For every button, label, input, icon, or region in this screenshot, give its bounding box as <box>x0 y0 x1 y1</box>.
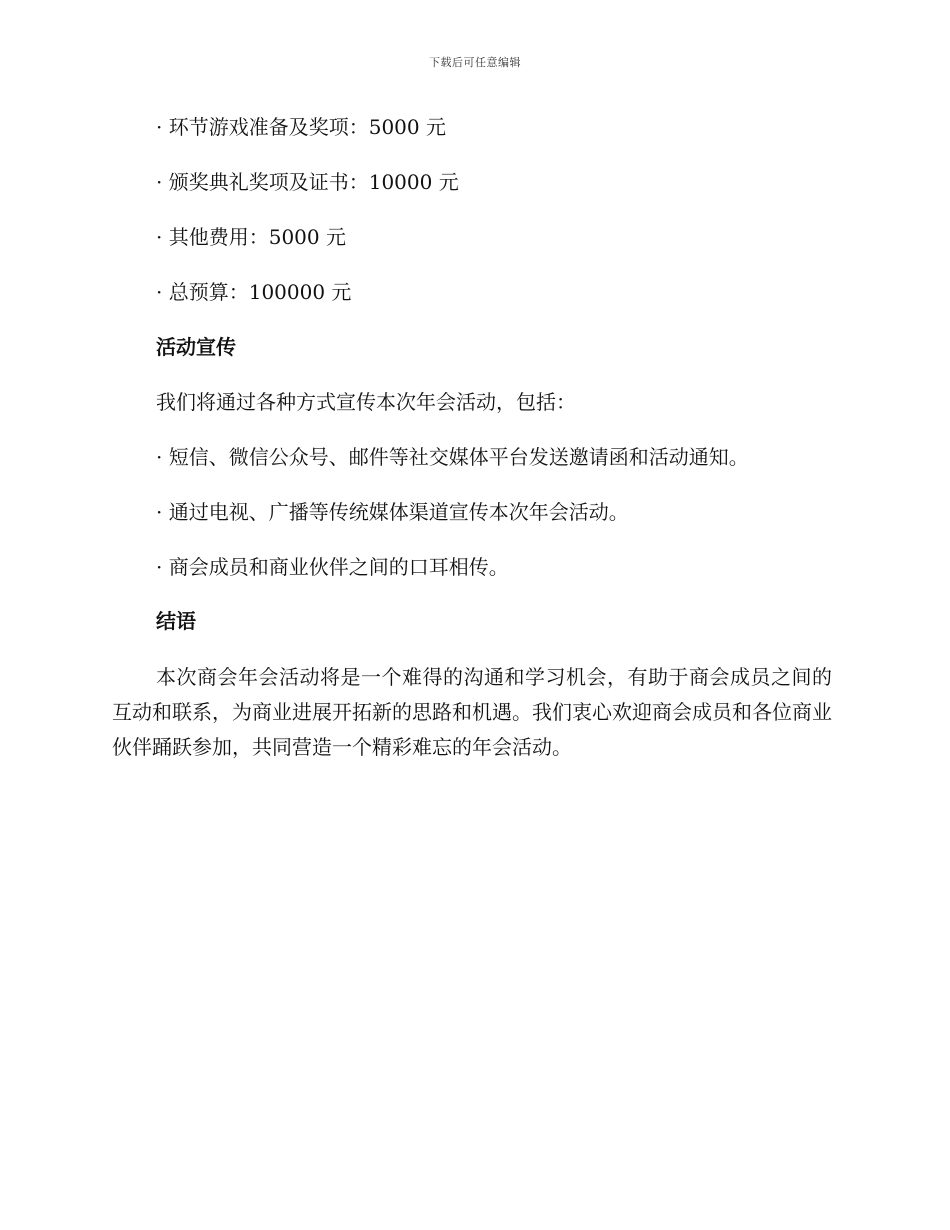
promotion-heading: 活动宣传 <box>156 335 236 359</box>
promotion-item-social: · 短信、微信公众号、邮件等社交媒体平台发送邀请函和活动通知。 <box>156 445 749 469</box>
budget-item-other: · 其他费用：5000 元 <box>156 225 346 249</box>
budget-item-awards: · 颁奖典礼奖项及证书：10000 元 <box>156 170 459 194</box>
promotion-item-word-of-mouth: · 商会成员和商业伙伴之间的口耳相传。 <box>156 555 509 579</box>
budget-item-games: · 环节游戏准备及奖项：5000 元 <box>156 115 446 139</box>
budget-item-total: · 总预算：100000 元 <box>156 280 352 304</box>
conclusion-heading: 结语 <box>156 609 196 633</box>
conclusion-paragraph: 本次商会年会活动将是一个难得的沟通和学习机会，有助于商会成员之间的互动和联系，为商业进展开拓新的思路和机遇。我们衷心欢迎商会成员和各位商业伙伴踊跃参加，共同营造一个精彩难忘的年会活动。 <box>112 665 832 759</box>
header-note: 下载后可任意编辑 <box>429 56 521 69</box>
promotion-intro: 我们将通过各种方式宣传本次年会活动，包括： <box>156 390 576 414</box>
promotion-item-traditional: · 通过电视、广播等传统媒体渠道宣传本次年会活动。 <box>156 500 629 524</box>
